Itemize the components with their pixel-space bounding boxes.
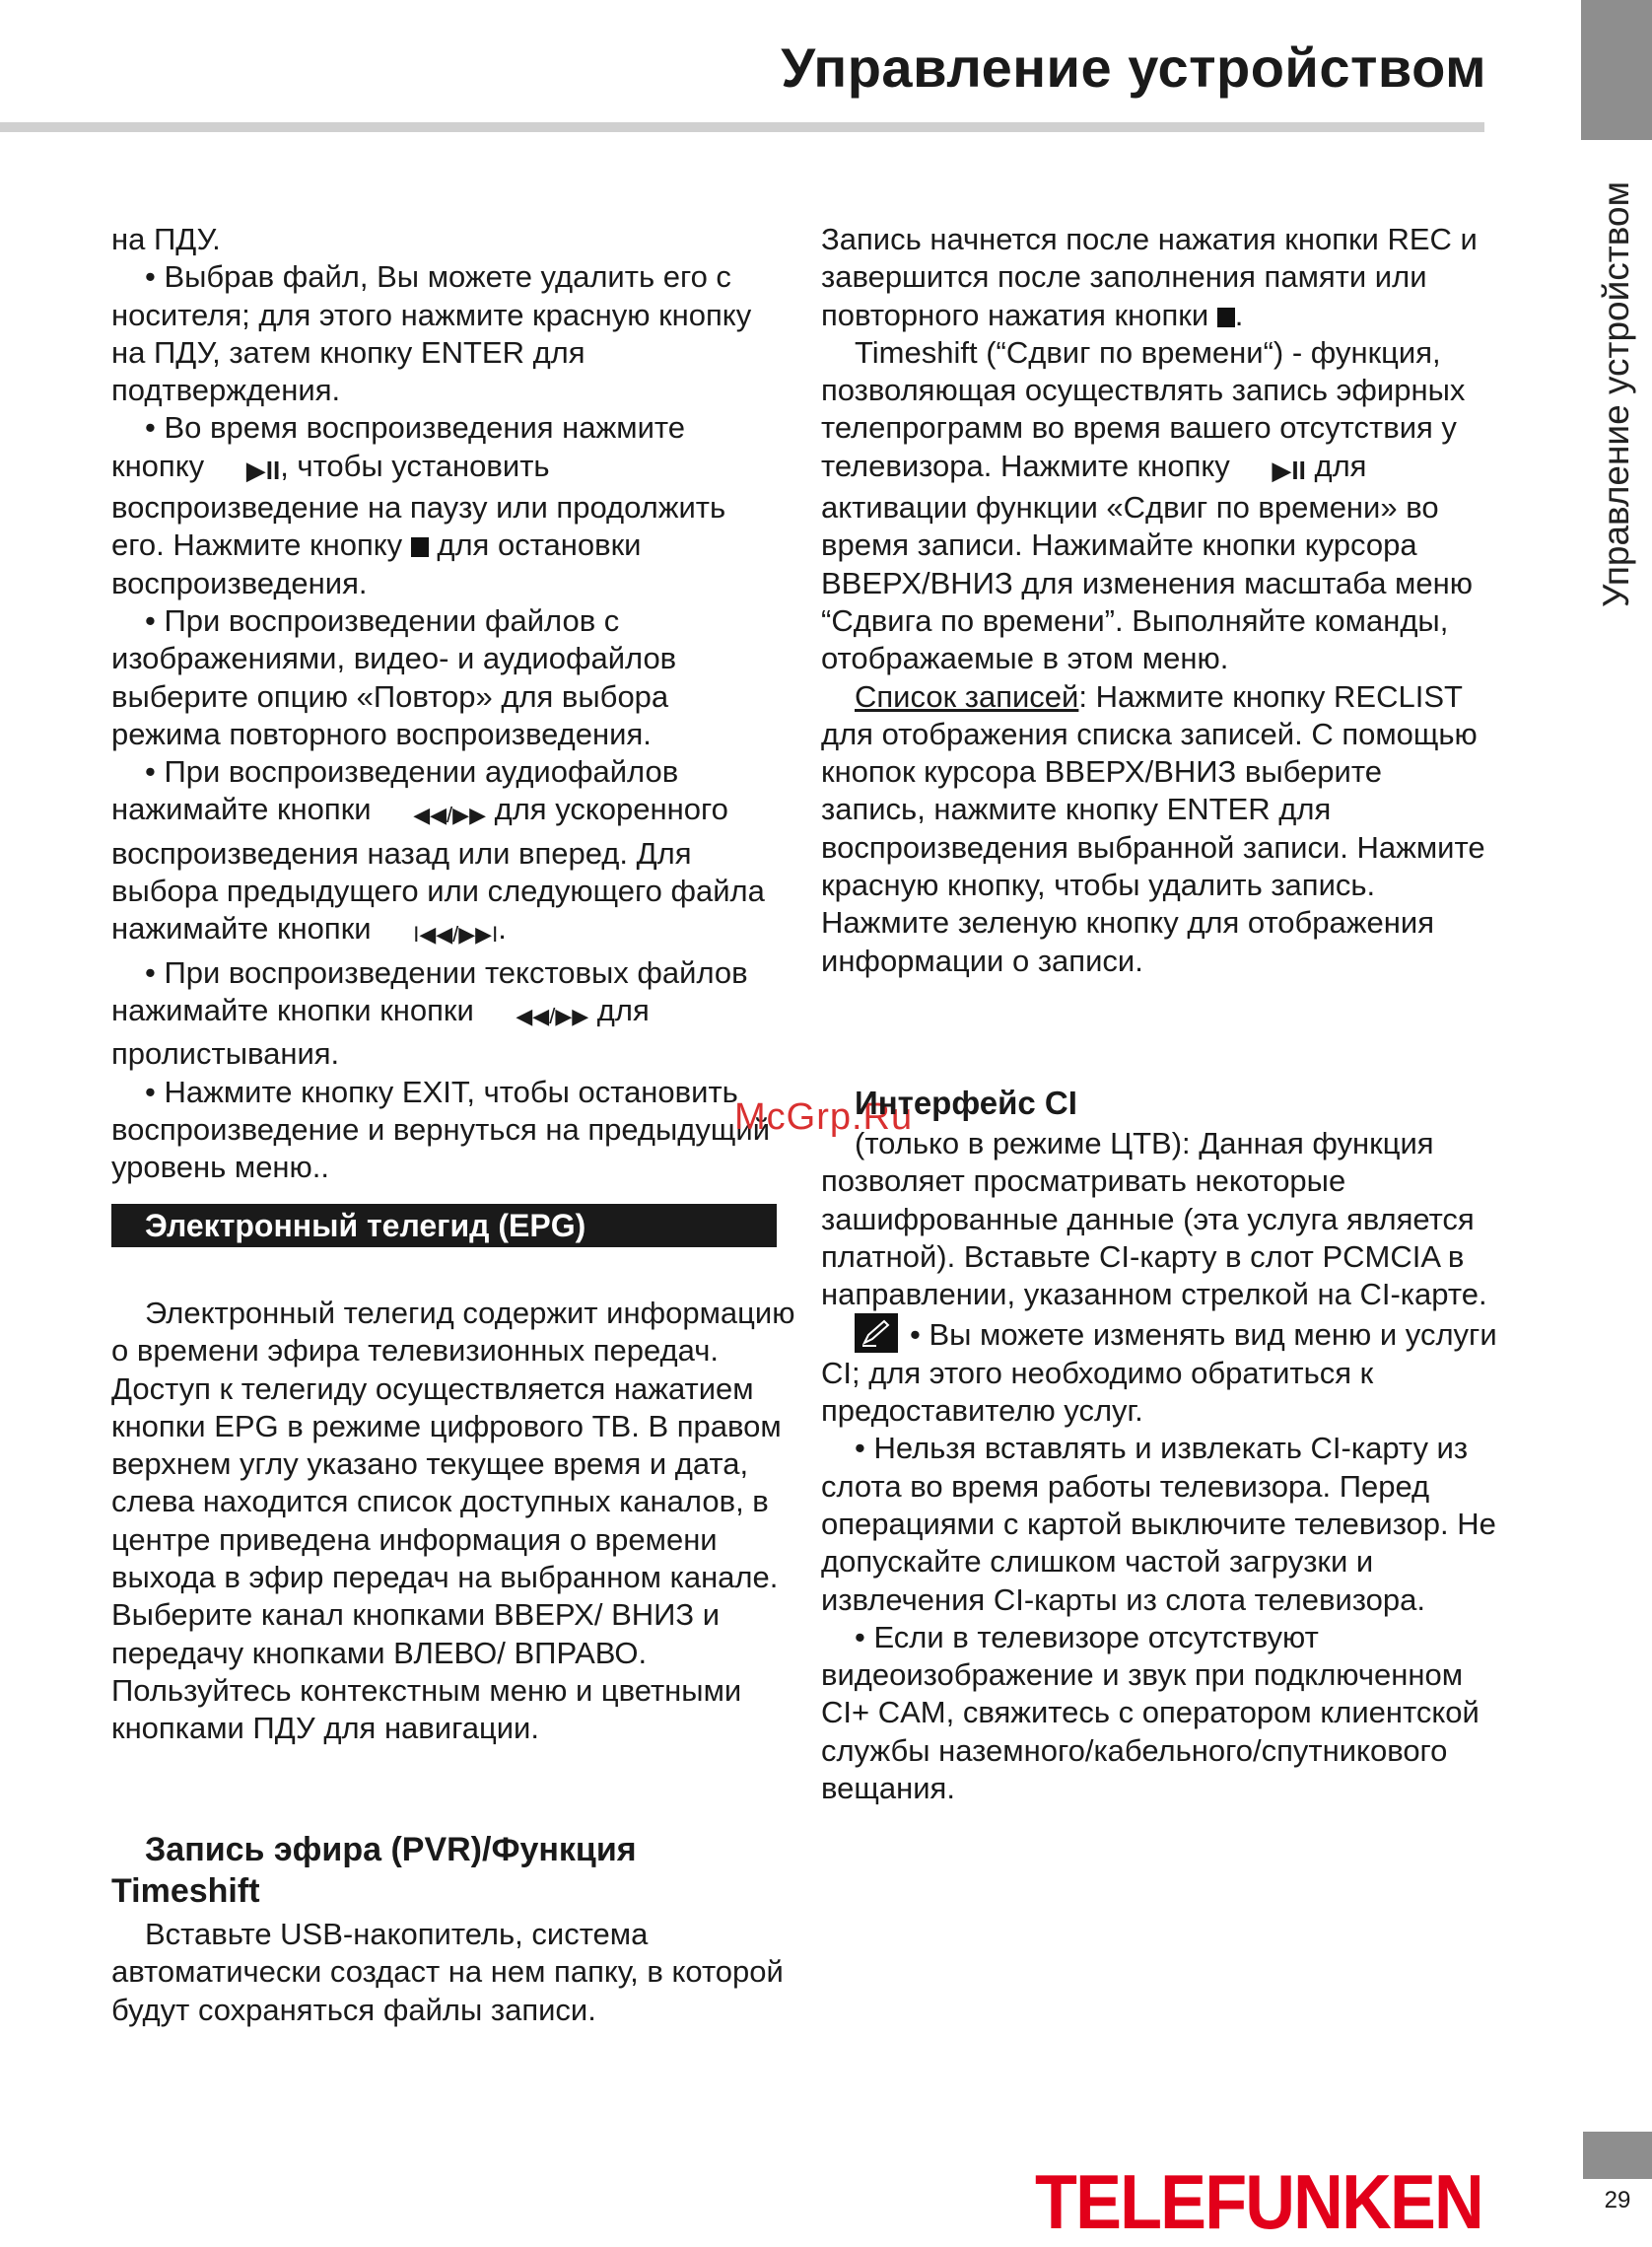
rec-paragraph — [821, 221, 1491, 334]
ci-note-text: • Вы можете изменять вид меню и услуги CI; для этого необходимо обратиться к предоставителю услуг. — [821, 1317, 1497, 1429]
bullet-text-files-a: • При воспроизведении текстовых файлов нажимайте кнопки кнопки — [111, 954, 748, 1027]
watermark: McGrp.Ru — [734, 1096, 914, 1138]
timeshift-paragraph — [821, 334, 1491, 678]
ci-paragraphs — [821, 1125, 1501, 1807]
bullet-pause-text-c: для остановки воспроизведения. — [111, 527, 642, 600]
ci-section-heading: Интерфейс CI — [855, 1085, 1077, 1121]
bullet-exit: • Нажмите кнопку EXIT, чтобы остановить воспроизведение и вернуться на предыдущий уровень меню.. — [111, 1074, 771, 1185]
timeshift-text-a: Timeshift (“Сдвиг по времени“) - функция, позволяющая осуществлять запись эфирных телепрограмм во время вашего отсутствия у телевизора. Нажмите кнопку — [821, 334, 1466, 483]
bullet-pause-text-b: , чтобы установить воспроизведение на паузу или продолжить его. Нажмите кнопку — [111, 448, 726, 563]
bullet-pause-text-a: • Во время воспроизведения нажмите кнопку — [111, 410, 685, 483]
play-pause-icon: ▶II — [245, 455, 281, 485]
left-column — [111, 221, 782, 1186]
bullet-audio-text-b: для ускоренного воспроизведения назад или вперед. Для выбора предыдущего или следующего файла нажимайте кнопки — [111, 792, 765, 947]
bullet-repeat: • При воспроизведении файлов с изображениями, видео- и аудиофайлов выберите опцию «Повтор» для выбора режима повторного воспроизведения. — [111, 602, 677, 751]
ci-intro: (только в режиме ЦТВ): Данная функция позволяет просматривать некоторые зашифрованные данные (эта услуга является платной). Вставьте CI-карту в слот PCMCIA в направлении, указанном стрелкой на CI-карте. — [821, 1126, 1487, 1312]
page-number: 29 — [1604, 2187, 1631, 2213]
note-pencil-icon — [855, 1313, 898, 1353]
right-column — [821, 221, 1491, 980]
play-pause-icon-2: ▶II — [1272, 455, 1306, 485]
bullet-audio-text-c: . — [498, 911, 507, 947]
prev-next-icon: I◀◀/▶▶I — [413, 922, 499, 948]
bullet-pause — [111, 409, 782, 601]
pvr-text: Вставьте USB-накопитель, система автоматически создаст на нем папку, в которой будут сохраняться файлы записи. — [111, 1917, 784, 2027]
epg-section-heading: Электронный телегид (EPG) — [111, 1204, 777, 1247]
telefunken-logo: TELEFUNKEN — [1035, 2158, 1482, 2245]
rec-text-b: . — [1234, 297, 1244, 332]
side-section-label: Управление устройством — [1596, 180, 1636, 608]
epg-text: Электронный телегид содержит информацию о времени эфира телевизионных передач. Доступ к телегиду осуществляется нажатием кнопки EPG в режиме цифрового ТВ. В правом верхнем углу указано текущее время и дата, слева находится список доступных каналов, в центре приведена информация о времени выхода в эфир передач на выбранном канале. Выберите канал кнопками ВВЕРХ/ ВНИЗ и передачу кнопками ВЛЕВО/ ВПРАВО. Пользуйтесь контекстным меню и цветными кнопками ПДУ для навигации. — [111, 1296, 795, 1746]
bullet-text-files — [111, 954, 782, 1074]
side-tab — [1581, 0, 1652, 140]
left-paragraph-intro: на ПДУ. — [111, 222, 221, 256]
stop-icon — [411, 537, 429, 557]
reclist-paragraph — [821, 678, 1491, 980]
pvr-section-heading — [111, 1829, 792, 1912]
pvr-paragraph — [111, 1916, 801, 2029]
bullet-audio-text-a: • При воспроизведении аудиофайлов нажимайте кнопки — [111, 754, 679, 827]
reclist-text: : Нажмите кнопку RECLIST для отображения списка записей. С помощью кнопок курсора ВВЕРХ/ВНИЗ выберите запись, нажмите кнопку ENTER для воспроизведения выбранной записи. Нажмите красную кнопку, чтобы удалить запись. Нажмите зеленую кнопку для отображения информации о записи. — [821, 678, 1485, 978]
rec-text-a: Запись начнется после нажатия кнопки REC и завершится после заполнения памяти или повторного нажатия кнопки — [821, 222, 1478, 332]
timeshift-text-b: для активации функции «Сдвиг по времени» во время записи. Нажимайте кнопки курсора ВВЕРХ/ВНИЗ для изменения масштаба меню “Сдвига по времени”. Выполняйте команды, отображаемые в этом меню. — [821, 448, 1473, 676]
epg-paragraph — [111, 1295, 801, 1748]
rewind-forward-icon: ◀◀/▶▶ — [413, 803, 486, 828]
bullet-text-files-b: для пролистывания. — [111, 992, 650, 1072]
page-tab — [1583, 2132, 1652, 2179]
pvr-heading-text: Запись эфира (PVR)/Функция Timeshift — [111, 1831, 637, 1910]
bullet-delete-file: • Выбрав файл, Вы можете удалить его с носителя; для этого нажмите красную кнопку на ПДУ, затем кнопку ENTER для подтверждения. — [111, 259, 752, 408]
bullet-audio — [111, 753, 782, 953]
header-rule — [0, 122, 1484, 132]
ci-note — [821, 1313, 1501, 1430]
page-title: Управление устройством — [781, 36, 1486, 99]
ci-warning: • Нельзя вставлять и извлекать CI-карту из слота во время работы телевизора. Перед операциями с картой выключите телевизор. Не допускайте слишком частой загрузки и извлечения CI-карты из слота телевизора. — [821, 1431, 1496, 1617]
rewind-forward-icon-2: ◀◀/▶▶ — [516, 1003, 589, 1028]
reclist-label: Список записей — [855, 678, 1079, 714]
ci-support: • Если в телевизоре отсутствуют видеоизображение и звук при подключенном CI+ CAM, свяжитесь с оператором клиентской службы наземного/кабельного/спутникового вещания. — [821, 1619, 1480, 1806]
stop-icon-2 — [1217, 308, 1235, 327]
